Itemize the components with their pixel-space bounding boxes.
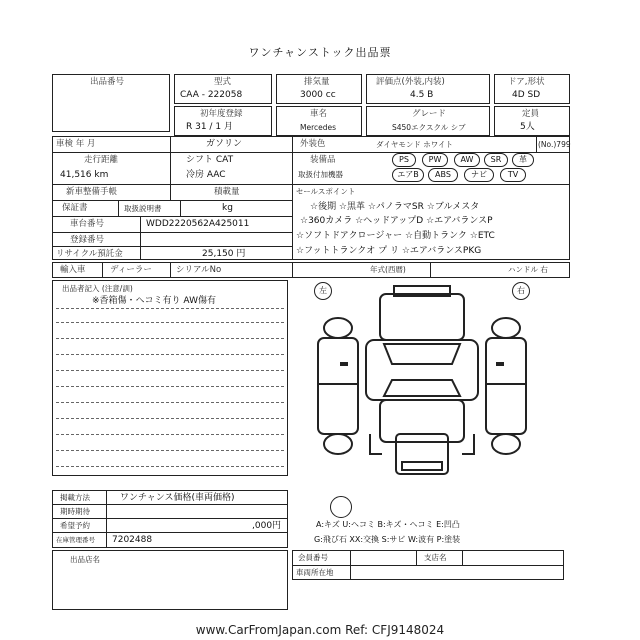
manual-label: 取扱説明書	[124, 204, 162, 213]
recycle-label: リサイクル預託金	[56, 249, 123, 259]
equip-abs: ABS	[428, 168, 458, 182]
car-damage-diagram	[300, 284, 540, 520]
warranty-label: 保証書	[62, 203, 88, 213]
grade-value: S450エクスクル シブ	[392, 123, 466, 132]
vin-label: 車台番号	[70, 219, 105, 229]
stock-number-label: 在庫管理番号	[56, 536, 95, 544]
sales-point-label: セールスポイント	[296, 187, 356, 196]
equip-airbag: エアB	[392, 168, 424, 182]
equip-leather: 革	[512, 153, 534, 167]
notes-line-1: ※香箱傷・ヘコミ有り AW傷有	[92, 296, 216, 306]
equip-pw: PW	[422, 153, 448, 167]
spare-tire-circle	[330, 496, 352, 518]
load-capacity-label: 積載量	[214, 187, 240, 197]
page-title: ワンチャンストック出品票	[248, 46, 392, 59]
left-side-marker: 左	[314, 282, 332, 300]
import-label: 輸入車	[60, 265, 86, 275]
equip-ps: PS	[392, 153, 416, 167]
member-number-label: 会員番号	[298, 553, 328, 562]
ac-value: 冷房 AAC	[186, 170, 226, 180]
vin-value: WDD2220562A425011	[146, 219, 250, 229]
serial-label: シリアルNo	[176, 265, 222, 275]
door-value: 4D SD	[512, 90, 541, 100]
mileage-value: 41,516 km	[60, 170, 109, 180]
damage-legend-line-1: A:キズ U:ヘコミ B:キズ・ヘコミ E:凹凸	[316, 520, 460, 529]
right-side-marker: 右	[512, 282, 530, 300]
score-value: 4.5 B	[410, 90, 434, 100]
door-label: ドア,形状	[508, 77, 545, 87]
registration-label: 登録番号	[70, 235, 105, 245]
equip-navi: ナビ	[464, 168, 494, 182]
listing-method-label: 掲載方法	[60, 493, 90, 502]
dealer-label: ディーラー	[110, 265, 152, 275]
damage-legend-line-2: G:飛び石 XX:交換 S:サビ W:波有 P:塗装	[314, 535, 461, 544]
branch-name-label: 支店名	[424, 553, 447, 562]
stock-number-value: 7202488	[112, 535, 153, 545]
listing-method-value: ワンチャンス価格(車両価格)	[120, 493, 235, 503]
shift-value: シフト CAT	[186, 155, 234, 165]
sales-point-1: ☆後期 ☆黒革 ☆パノラマSR ☆ブルメスタ	[310, 202, 480, 212]
equip-sr: SR	[484, 153, 508, 167]
displacement-value: 3000 cc	[300, 90, 336, 100]
lot-number-label: 出品番号	[90, 77, 125, 87]
sales-point-2: ☆360カメラ ☆ヘッドアップD ☆エアバランスP	[300, 216, 493, 226]
expected-label: 期時期待	[60, 507, 90, 516]
service-book-label: 新車整備手帳	[66, 187, 118, 197]
mileage-label: 走行距離	[84, 155, 119, 165]
color-value: ダイヤモンド ホワイト	[376, 140, 454, 149]
fuel-value: ガソリン	[206, 139, 243, 149]
grade-label: グレード	[412, 109, 447, 119]
seats-label: 定員	[522, 109, 540, 119]
color-number: (No.)799	[538, 140, 571, 149]
color-label: 外装色	[300, 139, 326, 149]
load-capacity-unit: kg	[222, 203, 233, 213]
car-name-label: 車名	[310, 109, 328, 119]
model-year-label: 年式(西暦)	[370, 265, 406, 274]
first-reg-value: R 31 / 1 月	[186, 122, 233, 132]
vehicle-location-label: 車両所在地	[296, 568, 334, 577]
exhibitor-label: 出品店名	[70, 555, 100, 564]
other-equipment-label: 取扱付加機器	[298, 170, 343, 179]
handle-label: ハンドル 右	[508, 265, 548, 274]
score-label: 評価点(外装,内装)	[376, 77, 445, 87]
desired-price-label: 希望予約	[60, 521, 90, 530]
seats-value: 5人	[520, 122, 535, 132]
equip-tv: TV	[500, 168, 526, 182]
watermark-footer: www.CarFromJapan.com Ref: CFJ9148024	[195, 623, 445, 637]
notes-box	[52, 280, 288, 476]
recycle-value: 25,150 円	[202, 249, 246, 259]
model-label: 型式	[214, 77, 232, 87]
equip-aw: AW	[454, 153, 480, 167]
equipment-label: 装備品	[310, 155, 336, 165]
desired-price-value: ,000円	[252, 521, 282, 531]
sales-point-4: ☆フットトランクオ プ リ ☆エアバランスPKG	[296, 246, 482, 256]
sales-point-3: ☆ソフトドアクロージャー ☆自動トランク ☆ETC	[296, 231, 495, 241]
car-name-value: Mercedes	[300, 123, 337, 132]
first-reg-label: 初年度登録	[200, 109, 243, 119]
inspection-label: 車検 年 月	[56, 139, 96, 149]
displacement-label: 排気量	[304, 77, 330, 87]
model-value: CAA - 222058	[180, 90, 243, 100]
notes-label: 出品者記入 (注意/訓)	[62, 284, 133, 293]
